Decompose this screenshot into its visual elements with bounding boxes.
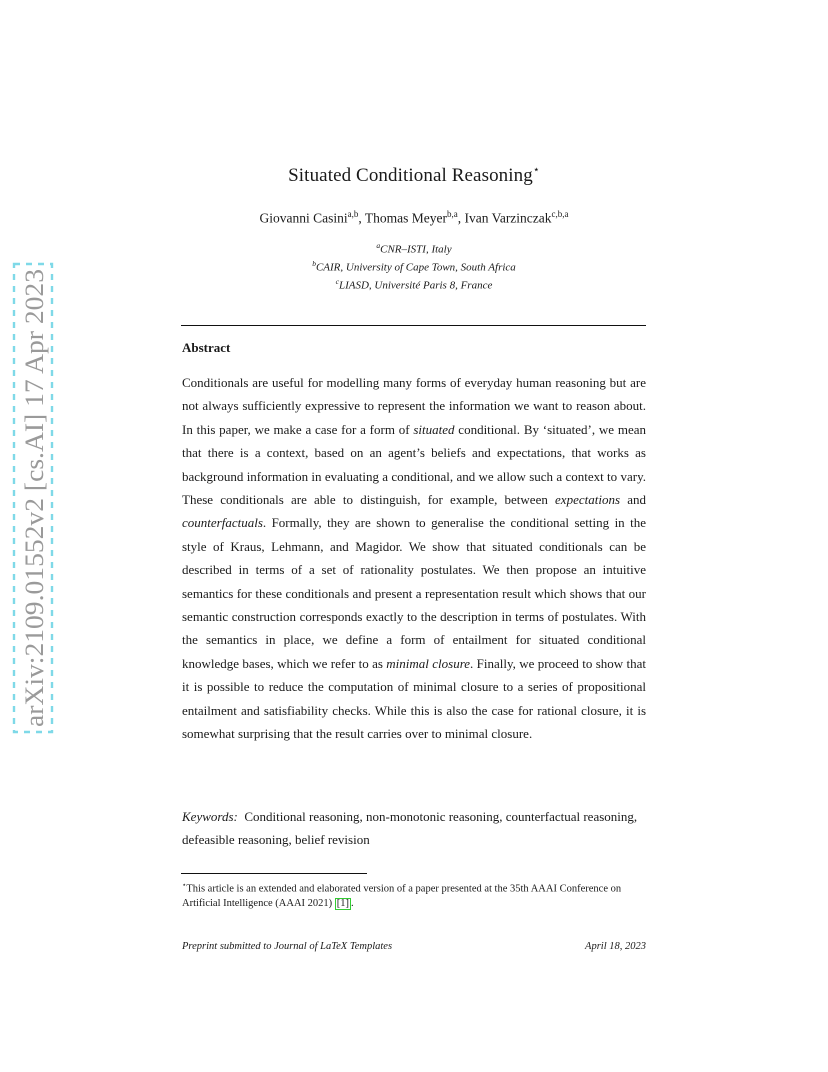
footnote-rule (181, 873, 367, 874)
keywords-line (182, 805, 646, 852)
abstract-top-rule (181, 325, 646, 326)
author-name: Thomas Meyer (364, 210, 447, 226)
keywords-label: Keywords: (182, 809, 238, 824)
footnote-mark: ⋆ (182, 881, 187, 889)
paper-title (0, 165, 828, 187)
author-affiliation-marks: b,a (446, 209, 458, 219)
latex-logo: LaTeX (320, 941, 348, 952)
affiliation-item: $^c$LIASD, Université Paris 8, France (335, 277, 493, 292)
author-name: Giovanni Casini (259, 210, 348, 226)
footnote: ⋆This article is an extended and elaborated version of a paper presented at the 35th AAAI Conference on Artificial Intelligence (AAAI 2021) [1] . (182, 881, 622, 909)
author-affiliation-marks: c,b,a (551, 209, 569, 219)
footnote-text: This article is an extended and elaborated version of a paper presented at the 35th AAAI Conference on Artificial Intelligence (AAAI 2021) (182, 883, 622, 909)
abstract-heading: Abstract (182, 340, 231, 355)
citation-link[interactable]: [1] (336, 897, 350, 909)
preprint-note: Preprint submitted to Journal of LaTeX Templates (182, 941, 393, 952)
keywords-text: Conditional reasoning, non-monotonic reasoning, counterfactual reasoning, defeasible reasoning, belief revision (182, 809, 638, 848)
preprint-date: April 18, 2023 (585, 941, 646, 952)
arxiv-identifier-stamp[interactable] (12, 262, 54, 734)
affiliation-item: $^a$CNR–ISTI, Italy (376, 241, 452, 256)
author-affiliation-marks: a,b (347, 209, 359, 219)
title-footnote-mark[interactable]: ⋆ (532, 164, 540, 176)
author-list: Giovanni Casini$^{a,b}$, Thomas Meyer$^{b,a}$, Ivan Varzinczak$^{c,b,a}$ (259, 209, 569, 226)
title-text: Situated Conditional Reasoning (288, 165, 533, 186)
author-name: Ivan Varzinczak (464, 210, 552, 226)
affiliation-list (0, 239, 828, 293)
arxiv-stamp-text: arXiv:2109.01552v2 [cs.AI] 17 Apr 2023 (19, 286, 49, 727)
affiliation-item: $^b$CAIR, University of Cape Town, South Africa (312, 259, 516, 274)
abstract-text: Conditionals are useful for modelling many forms of everyday human reasoning but are not always sufficiently expressive to represent the information we want to reason about. In this paper, we make a case for a form of situated conditional. By ‘situated’, we mean that there is a context, based on an agent’s beliefs and expectations, that works as background information in evaluating a conditional, and we allow such a context to vary. These conditionals are able to distinguish, for example, between expectations and counterfactuals. Formally, they are shown to generalise the conditional setting in the style of Kraus, Lehmann, and Magidor. We show that situated conditionals can be described in terms of a set of rationality postulates. We then propose an intuitive semantics for these conditionals and present a representation result which shows that our semantic construction corresponds exactly to the description in terms of postulates. With the semantics in place, we define a form of entailment for situated conditional knowledge bases, which we refer to as minimal closure. Finally, we proceed to show that it is possible to reduce the computation of minimal closure to a series of propositional entailment and satisfiability checks. While this is also the case for rational closure, it is somewhat surprising that the result carries over to minimal closure. (182, 375, 647, 742)
